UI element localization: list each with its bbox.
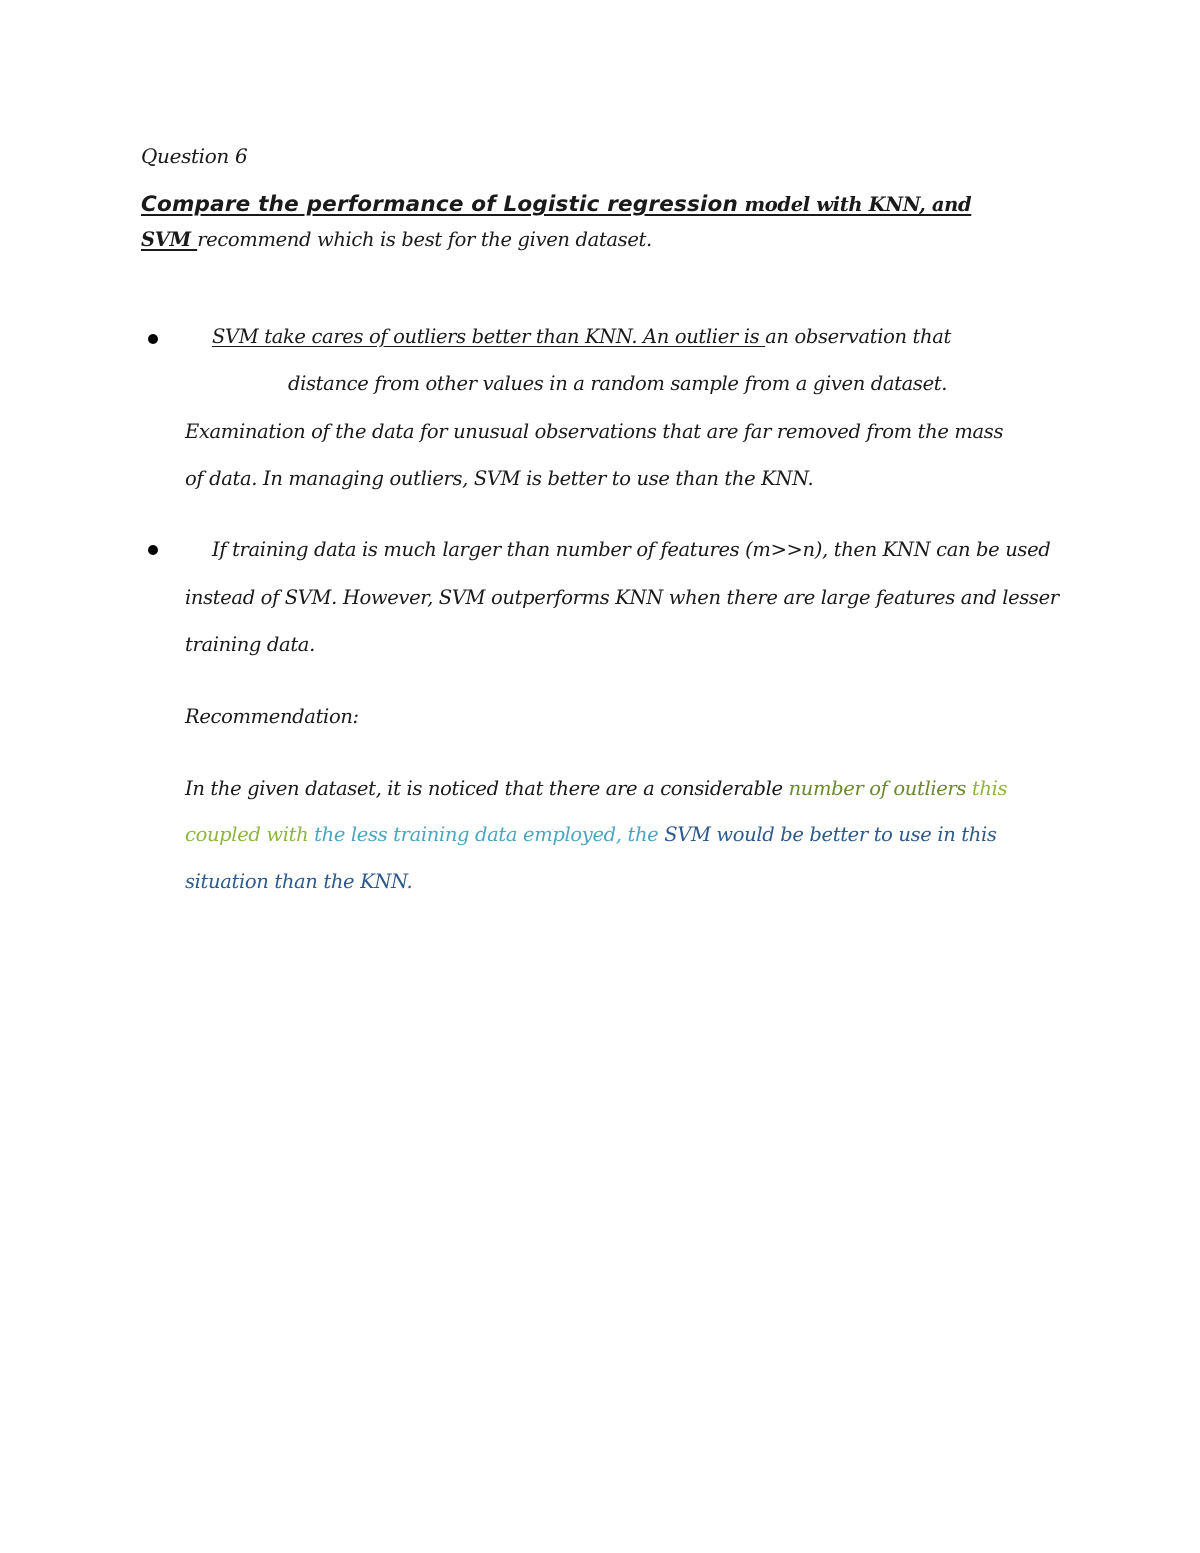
bullet2-line-3: training data. xyxy=(185,633,315,656)
recommendation-line-3: situation than the KNN. xyxy=(185,870,413,893)
bullet1-line-2: distance from other values in a random sample from a given dataset. xyxy=(288,372,948,395)
bullet1-line-3: Examination of the data for unusual observations that are far removed from the mass xyxy=(185,420,1004,443)
question-title-line-2 xyxy=(141,228,652,251)
title-svm: SVM xyxy=(141,228,198,251)
bullet1-line-4: of data. In managing outliers, SVM is better to use than the KNN. xyxy=(185,467,814,490)
recommendation-seg-4: coupled with xyxy=(185,823,315,846)
recommendation-seg-6: SVM would be better to use in this xyxy=(664,823,997,846)
bullet1-line1-rest: an observation that xyxy=(765,325,952,348)
recommendation-seg-1: In the given dataset, it is noticed that there are a considerable xyxy=(185,777,789,800)
question-label: Question 6 xyxy=(141,144,248,168)
title-bold-part: Compare the performance of Logistic regression xyxy=(141,192,739,217)
recommendation-line-1 xyxy=(185,777,1007,800)
recommendation-seg-5: the less training data employed, the xyxy=(314,823,665,846)
recommendation-label: Recommendation: xyxy=(185,705,359,728)
title-rest: recommend which is best for the given dataset. xyxy=(197,228,652,251)
bullet-icon xyxy=(148,545,158,555)
bullet1-line-1 xyxy=(212,325,951,348)
bullet1-underlined-text: SVM take cares of outliers better than KNN. An outlier is xyxy=(212,325,766,348)
question-title-line-1 xyxy=(141,192,971,217)
recommendation-seg-3: this xyxy=(971,777,1008,800)
title-tail-part: model with KNN, and xyxy=(738,193,972,216)
bullet2-line-1: If training data is much larger than number of features (m>>n), then KNN can be used xyxy=(212,538,1051,561)
bullet2-line-2: instead of SVM. However, SVM outperforms KNN when there are large features and lesser xyxy=(185,586,1059,609)
recommendation-seg-2: number of outliers xyxy=(788,777,972,800)
recommendation-line-2 xyxy=(185,823,997,846)
bullet-icon xyxy=(148,334,158,344)
